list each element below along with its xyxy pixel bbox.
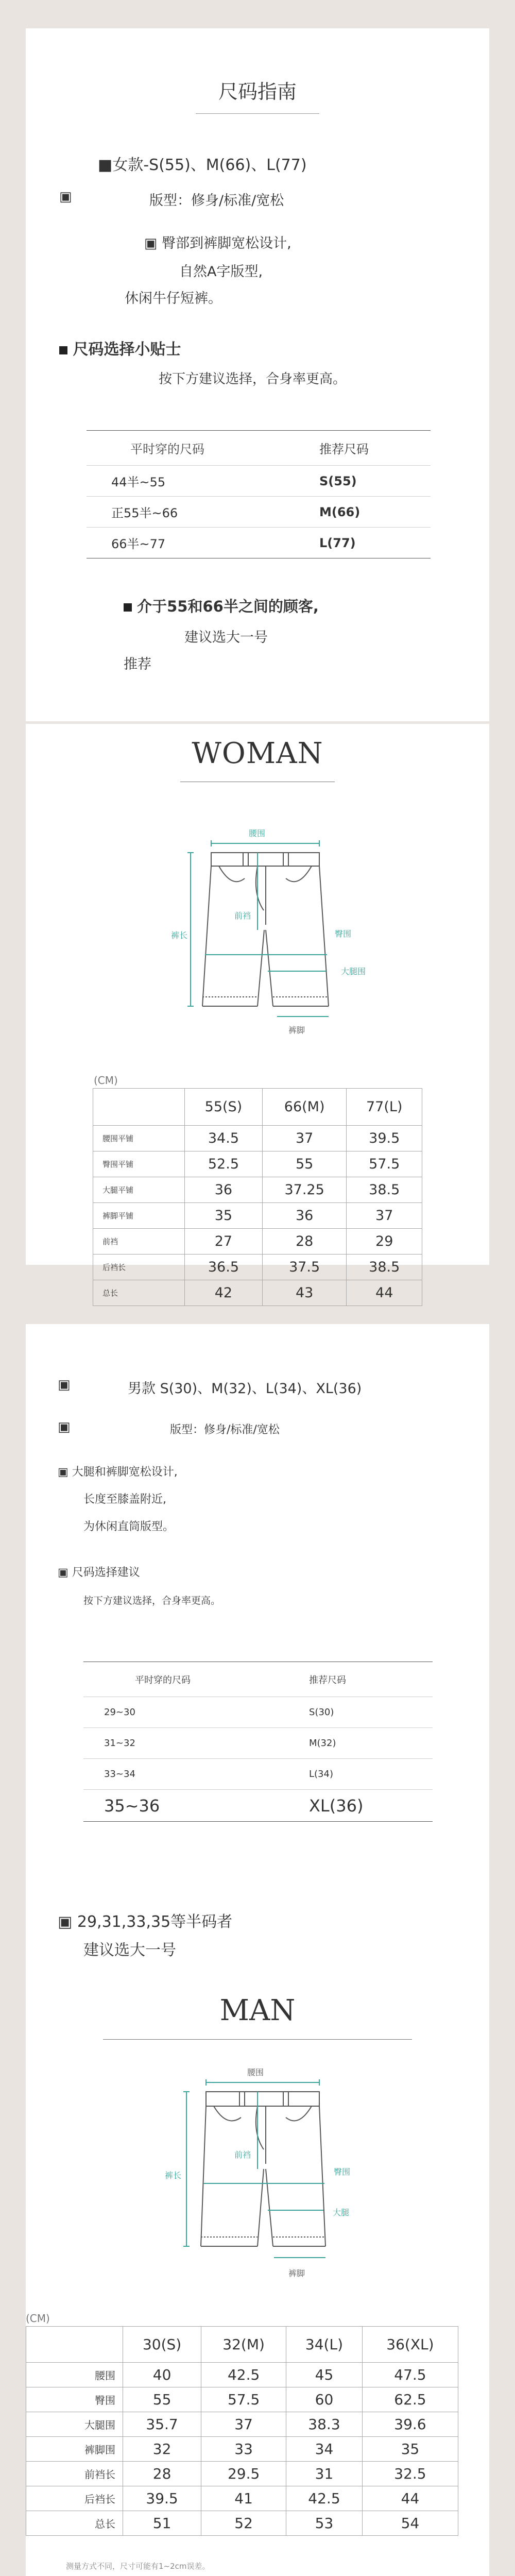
size-value: 62.5: [362, 2387, 458, 2412]
row-label: 前裆: [93, 1229, 185, 1255]
diagram-label-length: 裤长: [165, 2171, 182, 2180]
table-row: [93, 1151, 422, 1177]
man-note-title: ▣ 29,31,33,35等半码者: [58, 1913, 233, 1931]
header-cell: 平时穿的尺码: [87, 431, 283, 466]
size-value: 55: [262, 1151, 347, 1177]
header-cell: [26, 2327, 123, 2363]
man-tip-title: ▣ 尺码选择建议: [58, 1566, 140, 1579]
woman-tip-text: 按下方建议选择，合身率更高。: [159, 371, 347, 387]
table-row: [26, 2327, 458, 2363]
size-value: 55: [123, 2387, 201, 2412]
diagram-label-rise: 前裆: [234, 911, 251, 921]
table-row: [26, 2387, 458, 2412]
row-label: 后裆长: [93, 1255, 185, 1280]
to-size: M(66): [283, 497, 431, 528]
size-value: 60: [286, 2387, 363, 2412]
woman-size-table: [93, 1088, 422, 1306]
from-size: 44半~55: [87, 466, 283, 497]
size-value: 40: [123, 2363, 201, 2387]
row-label: 臀围平铺: [93, 1151, 185, 1177]
size-value: 42.5: [286, 2486, 363, 2511]
row-label: 臀围: [26, 2387, 123, 2412]
size-value: 37.5: [262, 1255, 347, 1280]
from-size: 正55半~66: [87, 497, 283, 528]
size-value: 51: [123, 2511, 201, 2536]
diagram-label-hip: 臀围: [335, 929, 352, 939]
from-size: 35~36: [83, 1790, 299, 1822]
woman-desc-2: 自然A字版型,: [179, 264, 263, 280]
diagram-label-hem: 裤脚: [288, 2268, 305, 2278]
size-value: 47.5: [362, 2363, 458, 2387]
measure-lines: [187, 840, 329, 1016]
header-cell: 平时穿的尺码: [83, 1662, 299, 1697]
size-value: 53: [286, 2511, 363, 2536]
man-unit-label: (CM): [26, 2312, 50, 2325]
diagram-label-waist: 腰围: [247, 2067, 264, 2077]
woman-sizes-line: ■女款-S(55)、M(66)、L(77): [98, 156, 307, 174]
row-label: 裤脚平铺: [93, 1203, 185, 1229]
size-value: 27: [185, 1229, 263, 1255]
woman-guide-title: 尺码指南: [218, 80, 297, 103]
table-row: [87, 497, 431, 528]
table-row: [83, 1728, 433, 1759]
size-value: 33: [201, 2437, 286, 2462]
row-label: 后裆长: [26, 2486, 123, 2511]
size-value: 36: [185, 1177, 263, 1203]
header-cell: [93, 1089, 185, 1126]
diagram-label-waist: 腰围: [249, 828, 266, 838]
woman-fit-text: 版型：修身/标准/宽松: [149, 193, 284, 209]
table-row: [83, 1697, 433, 1728]
woman-note-line2: 建议选大一号: [184, 630, 268, 646]
row-label: 前裆长: [26, 2462, 123, 2486]
size-value: 43: [262, 1280, 347, 1306]
to-size: S(55): [283, 466, 431, 497]
woman-section-title: WOMAN: [192, 737, 323, 770]
row-label: 大腿平铺: [93, 1177, 185, 1203]
tip-title-row: [59, 336, 181, 359]
size-value: 57.5: [201, 2387, 286, 2412]
size-value: 41: [201, 2486, 286, 2511]
size-value: 38.5: [347, 1255, 422, 1280]
table-row: [93, 1126, 422, 1151]
size-value: 42.5: [201, 2363, 286, 2387]
man-note-line2: 建议选大一号: [83, 1941, 176, 1959]
row-label: 腰围平铺: [93, 1126, 185, 1151]
title-underline: [196, 113, 319, 114]
woman-note-line3: 推荐: [124, 656, 151, 672]
man-sizes-line: 男款 S(30)、M(32)、L(34)、XL(36): [128, 1381, 362, 1397]
size-value: 52: [201, 2511, 286, 2536]
table-row: [87, 466, 431, 497]
table-row: [26, 2412, 458, 2437]
table-row: [87, 528, 431, 558]
size-value: 44: [362, 2486, 458, 2511]
header-cell: 34(L): [286, 2327, 363, 2363]
note-title-row: [124, 595, 319, 616]
diagram-label-thigh: 大腿: [333, 2208, 350, 2217]
size-value: 36.5: [185, 1255, 263, 1280]
table-row: [83, 1759, 433, 1790]
shorts-outline: [202, 853, 329, 1006]
diagram-label-thigh: 大腿围: [341, 967, 366, 976]
man-desc-2: 长度至膝盖附近,: [83, 1493, 166, 1506]
header-cell: 推荐尺码: [299, 1662, 433, 1697]
woman-size-card: [26, 28, 489, 1301]
man-section-title: MAN: [219, 1994, 296, 2027]
to-size: M(32): [299, 1728, 433, 1759]
table-row: [83, 1790, 433, 1822]
woman-tip-title: 尺码选择小贴士: [73, 341, 181, 359]
size-value: 37: [347, 1203, 422, 1229]
sizes-marker-icon: ▣: [58, 1377, 71, 1393]
woman-desc-3: 休闲牛仔短裤。: [125, 291, 222, 307]
shorts-outline: [201, 2092, 325, 2246]
diagram-label-length: 裤长: [171, 930, 188, 940]
row-label: 裤脚围: [26, 2437, 123, 2462]
size-value: 32.5: [362, 2462, 458, 2486]
table-row: [93, 1089, 422, 1126]
size-value: 29: [347, 1229, 422, 1255]
size-value: 39.5: [347, 1126, 422, 1151]
table-row: [26, 2511, 458, 2536]
fit-marker-icon: ▣: [59, 189, 72, 205]
man-desc-3: 为休闲直筒版型。: [83, 1520, 175, 1533]
diagram-label-rise: 前裆: [234, 2150, 251, 2160]
table-row: [26, 2486, 458, 2511]
size-value: 36: [262, 1203, 347, 1229]
header-cell: 推荐尺码: [283, 431, 431, 466]
size-value: 34.5: [185, 1126, 263, 1151]
header-cell: 30(S): [123, 2327, 201, 2363]
size-value: 54: [362, 2511, 458, 2536]
size-value: 37: [262, 1126, 347, 1151]
to-size: S(30): [299, 1697, 433, 1728]
header-cell: 32(M): [201, 2327, 286, 2363]
size-value: 29.5: [201, 2462, 286, 2486]
size-value: 32: [123, 2437, 201, 2462]
size-value: 39.6: [362, 2412, 458, 2437]
woman-note-title: 介于55和66半之间的顾客,: [137, 598, 319, 615]
header-cell: 66(M): [262, 1089, 347, 1126]
table-row: [93, 1255, 422, 1280]
from-size: 31~32: [83, 1728, 299, 1759]
table-row: [93, 1177, 422, 1203]
size-value: 39.5: [123, 2486, 201, 2511]
header-cell: 55(S): [185, 1089, 263, 1126]
from-size: 33~34: [83, 1759, 299, 1790]
size-value: 35: [185, 1203, 263, 1229]
table-row: [93, 1280, 422, 1306]
table-row: [93, 1229, 422, 1255]
from-size: 29~30: [83, 1697, 299, 1728]
size-value: 38.5: [347, 1177, 422, 1203]
section-divider: [26, 721, 489, 724]
size-value: 52.5: [185, 1151, 263, 1177]
size-value: 28: [123, 2462, 201, 2486]
table-row: [26, 2363, 458, 2387]
row-label: 总长: [93, 1280, 185, 1306]
row-label: 总长: [26, 2511, 123, 2536]
size-value: 42: [185, 1280, 263, 1306]
table-row: [93, 1203, 422, 1229]
man-size-card: [26, 1324, 489, 2576]
diagram-label-hem: 裤脚: [288, 1025, 305, 1035]
man-footnote: 测量方式不同，尺寸可能有1~2cm误差。: [66, 2562, 210, 2571]
man-recommend-table: [83, 1662, 433, 1822]
size-value: 38.3: [286, 2412, 363, 2437]
man-fit-text: 版型：修身/标准/宽松: [170, 1423, 280, 1436]
size-value: 37.25: [262, 1177, 347, 1203]
header-cell: 36(XL): [362, 2327, 458, 2363]
size-value: 44: [347, 1280, 422, 1306]
table-row: [83, 1662, 433, 1697]
man-tip-text: 按下方建议选择，合身率更高。: [83, 1595, 221, 1606]
size-value: 45: [286, 2363, 363, 2387]
woman-recommend-table: [87, 430, 431, 558]
to-size: XL(36): [299, 1790, 433, 1822]
header-cell: 77(L): [347, 1089, 422, 1126]
size-value: 35: [362, 2437, 458, 2462]
size-value: 37: [201, 2412, 286, 2437]
fit-marker-icon: ▣: [58, 1419, 71, 1435]
from-size: 66半~77: [87, 528, 283, 558]
man-desc-1: ▣ 大腿和裤脚宽松设计,: [58, 1466, 178, 1479]
size-value: 28: [262, 1229, 347, 1255]
square-bullet-icon: [59, 346, 67, 354]
to-size: L(34): [299, 1759, 433, 1790]
diagram-label-hip: 臀围: [334, 2167, 351, 2177]
row-label: 大腿围: [26, 2412, 123, 2437]
title-underline: [103, 2039, 412, 2040]
square-bullet-icon: [124, 603, 132, 612]
table-row: [26, 2437, 458, 2462]
row-label: 腰围: [26, 2363, 123, 2387]
size-value: 34: [286, 2437, 363, 2462]
woman-desc-1: ▣ 臀部到裤脚宽松设计,: [144, 235, 291, 251]
table-row: [26, 2462, 458, 2486]
man-size-table: [26, 2326, 458, 2536]
size-value: 57.5: [347, 1151, 422, 1177]
to-size: L(77): [283, 528, 431, 558]
size-value: 31: [286, 2462, 363, 2486]
size-value: 35.7: [123, 2412, 201, 2437]
table-row: [87, 431, 431, 466]
woman-unit-label: (CM): [94, 1074, 118, 1087]
